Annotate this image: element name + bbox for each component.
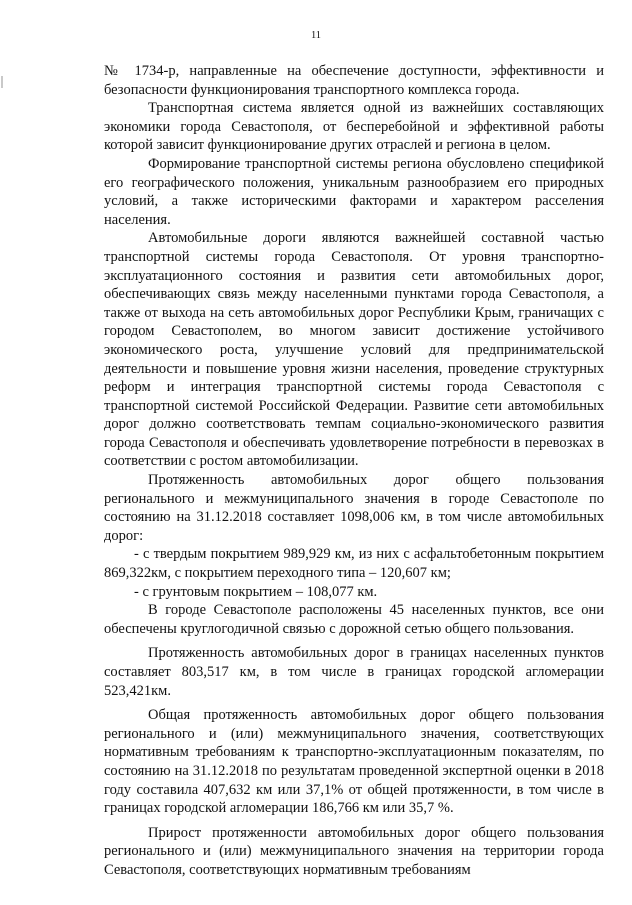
paragraph-road-length: Протяженность автомобильных дорог общего пользования регионального и межмуниципального значения в городе Севастополе по состоянию на 31.12.2018 составляет 1098,006 км, в том числе автомобильных дорог:	[104, 472, 604, 544]
paragraph-order-reference: № 1734-р, направленные на обеспечение доступности, эффективности и безопасности функционирования транспортного комплекса города.	[104, 63, 604, 98]
paragraph-normative-roads: Общая протяженность автомобильных дорог общего пользования регионального и (или) межмуниципального значения, соответствующих нормативным требованиям к транспортно-эксплуатационным показателям, по состоянию на 31.12.2018 по результатам проведенной экспертной оценки в 2018 году составила 407,632 км или 37,1% от общей протяженности, в том числе в границах городской агломерации 186,766 км или 35,7 %.	[104, 707, 604, 817]
paragraph-urban-roads: Протяженность автомобильных дорог в границах населенных пунктов составляет 803,517 км, в том числе в границах городской агломерации 523,421км.	[104, 645, 604, 699]
paragraph-growth: Прирост протяженности автомобильных дорог общего пользования регионального и (или) межмуниципального значения на территории города Севастополя, соответствующих нормативным требованиям	[104, 824, 604, 878]
paragraph-transport-system: Транспортная система является одной из важнейших составляющих экономики города Севастополя, от бесперебойной и эффективной работы которой зависит функционирование других отраслей и региона в целом.	[104, 100, 604, 154]
list-item-dirt-roads: - с грунтовым покрытием – 108,077 км.	[134, 583, 378, 600]
paragraph-roads-importance: Автомобильные дороги являются важнейшей составной частью транспортной системы города Севастополя. От уровня транспортно-эксплуатационного состояния и развития сети автомобильных дорог, обеспечивающих связь между населенными пунктами города Севастополя, а также от выхода на сеть автомобильных дорог Республики Крым, граничащих с городом Севастополем, во многом зависит достижение устойчивого экономического роста, улучшение условий для предпринимательской деятельности и повышение уровня жизни населения, проведение структурных реформ и интеграция транспортной системы города Севастополя с транспортной системой Российской Федерации. Развитие сети автомобильных дорог должно соответствовать темпам социально-экономического развития города Севастополя и обеспечивать удовлетворение потребности в перевозках в соответствии с ростом автомобилизации.	[104, 230, 604, 470]
body-text	[104, 62, 604, 880]
scan-edge-mark	[1, 76, 3, 88]
page-number: 11	[310, 30, 322, 41]
paragraph-formation: Формирование транспортной системы региона обусловлено спецификой его географического положения, уникальным разнообразием его природных условий, а также историческими факторами и характером расселения населения.	[104, 155, 604, 228]
paragraph-settlements: В городе Севастополе расположены 45 населенных пунктов, все они обеспечены круглогодичной связью с дорожной сетью общего пользования.	[104, 602, 604, 637]
list-item-paved-roads: - с твердым покрытием 989,929 км, из них с асфальтобетонным покрытием 869,322км, с покрытием переходного типа – 120,607 км;	[104, 546, 604, 582]
